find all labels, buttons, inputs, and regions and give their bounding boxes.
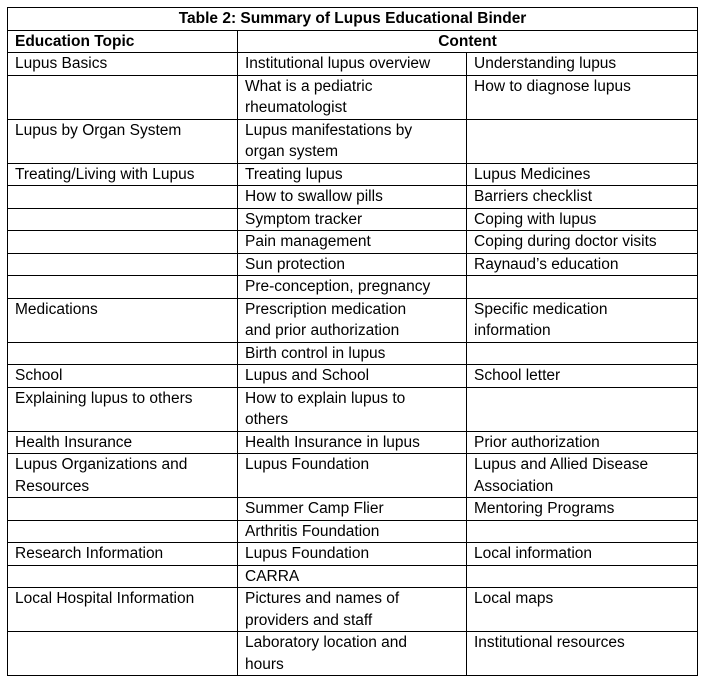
content-cell-1 (238, 75, 467, 119)
table-row (8, 276, 698, 299)
content-cell-2 (467, 208, 698, 231)
content-cell-2 (467, 588, 698, 632)
cell-text-line: Sun protection (245, 255, 345, 273)
table-row (8, 365, 698, 388)
table-row (8, 543, 698, 566)
content-cell-1 (238, 298, 467, 342)
content-cell-1 (238, 454, 467, 498)
cell-text-line: information (474, 322, 551, 339)
header-content: Content (238, 30, 698, 53)
topic-cell (8, 342, 238, 365)
cell-text-line: Lupus and Allied Disease (474, 456, 649, 473)
cell-text-line: Health Insurance in lupus (245, 433, 420, 451)
cell-text-line: Pictures and names of (245, 590, 400, 607)
cell-text-line: Institutional lupus overview (245, 55, 431, 72)
cell-text-line: Mentoring Programs (474, 500, 615, 517)
content-cell-2 (467, 186, 698, 209)
cell-text-line: Resources (15, 477, 90, 495)
header-education-topic: Education Topic (8, 30, 238, 53)
content-cell-1 (238, 632, 467, 676)
table-row (8, 498, 698, 521)
content-cell-1 (238, 565, 467, 588)
content-cell-2 (467, 365, 698, 388)
content-cell-1 (238, 365, 467, 388)
topic-cell (8, 365, 238, 388)
content-cell-2 (467, 498, 698, 521)
content-cell-1 (238, 119, 467, 163)
cell-text-line: Medications (15, 300, 98, 318)
cell-text-line: Birth control in lupus (245, 344, 386, 362)
cell-text-line: School letter (474, 367, 561, 384)
content-cell-2 (467, 163, 698, 186)
content-cell-1 (238, 431, 467, 454)
cell-text-line: CARRA (245, 567, 300, 585)
content-cell-1 (238, 387, 467, 431)
table-row (8, 208, 698, 231)
title-row (8, 8, 698, 31)
content-cell-1 (238, 253, 467, 276)
cell-text-line: What is a pediatric (245, 77, 373, 95)
content-cell-2 (467, 454, 698, 498)
table-row (8, 632, 698, 676)
content-cell-2 (467, 253, 698, 276)
content-cell-1 (238, 520, 467, 543)
topic-cell (8, 454, 238, 498)
topic-cell (8, 298, 238, 342)
content-cell-2 (467, 520, 698, 543)
cell-text-line: Institutional resources (474, 634, 625, 651)
cell-text-line: Local maps (474, 590, 554, 607)
table-row (8, 75, 698, 119)
topic-cell (8, 543, 238, 566)
cell-text-line: hours (245, 655, 284, 673)
cell-text-line: others (245, 411, 289, 428)
content-cell-2 (467, 543, 698, 566)
cell-text-line: Symptom tracker (245, 210, 363, 228)
cell-text-line: How to diagnose lupus (474, 77, 631, 95)
cell-text-line: Research Information (15, 545, 164, 562)
table-row (8, 53, 698, 76)
table-title: Table 2: Summary of Lupus Educational Binder (8, 8, 698, 31)
table-body (8, 53, 698, 676)
table-row (8, 119, 698, 163)
cell-text-line: Summer Camp Flier (245, 500, 384, 517)
table-row (8, 298, 698, 342)
cell-text-line: Barriers checklist (474, 188, 592, 205)
content-cell-2 (467, 75, 698, 119)
topic-cell (8, 387, 238, 431)
table-row (8, 454, 698, 498)
topic-cell (8, 231, 238, 254)
cell-text-line: organ system (245, 143, 339, 160)
cell-text-line: Lupus by Organ System (15, 121, 182, 139)
cell-text-line: Local Hospital Information (15, 590, 195, 607)
cell-text-line: Raynaud’s education (474, 255, 619, 273)
cell-text-line: Local information (474, 545, 593, 562)
cell-text-line: Lupus Medicines (474, 165, 591, 183)
content-cell-1 (238, 498, 467, 521)
content-cell-2 (467, 119, 698, 163)
cell-text-line: How to swallow pills (245, 188, 383, 205)
topic-cell (8, 520, 238, 543)
table-row (8, 231, 698, 254)
table-row (8, 387, 698, 431)
cell-text-line: Pain management (245, 233, 371, 250)
cell-text-line: Pre-conception, pregnancy (245, 278, 431, 295)
content-cell-1 (238, 342, 467, 365)
cell-text-line: Laboratory location and (245, 634, 408, 651)
topic-cell (8, 565, 238, 588)
content-cell-1 (238, 186, 467, 209)
content-cell-2 (467, 298, 698, 342)
cell-text-line: Treating/Living with Lupus (15, 165, 195, 183)
cell-text-line: Coping during doctor visits (474, 233, 657, 250)
content-cell-2 (467, 342, 698, 365)
table-row (8, 186, 698, 209)
table-row (8, 431, 698, 454)
header-row (8, 30, 698, 53)
content-cell-1 (238, 276, 467, 299)
table-row (8, 253, 698, 276)
content-cell-1 (238, 208, 467, 231)
cell-text-line: School (15, 367, 63, 384)
content-cell-2 (467, 53, 698, 76)
cell-text-line: Coping with lupus (474, 210, 597, 228)
topic-cell (8, 186, 238, 209)
table-row (8, 342, 698, 365)
cell-text-line: providers and staff (245, 611, 373, 629)
content-cell-1 (238, 231, 467, 254)
cell-text-line: and prior authorization (245, 322, 400, 339)
content-cell-2 (467, 632, 698, 676)
topic-cell (8, 119, 238, 163)
cell-text-line: Specific medication (474, 300, 608, 318)
table-row (8, 163, 698, 186)
cell-text-line: Arthritis Foundation (245, 522, 380, 540)
cell-text-line: Lupus Foundation (245, 545, 370, 562)
cell-text-line: Explaining lupus to others (15, 389, 193, 407)
topic-cell (8, 498, 238, 521)
topic-cell (8, 276, 238, 299)
content-cell-2 (467, 565, 698, 588)
content-cell-1 (238, 163, 467, 186)
content-cell-2 (467, 276, 698, 299)
cell-text-line: Lupus Foundation (245, 456, 370, 473)
cell-text-line: Understanding lupus (474, 55, 617, 72)
cell-text-line: Health Insurance (15, 433, 133, 451)
cell-text-line: rheumatologist (245, 99, 347, 116)
topic-cell (8, 208, 238, 231)
topic-cell (8, 53, 238, 76)
topic-cell (8, 431, 238, 454)
cell-text-line: Prescription medication (245, 300, 407, 318)
topic-cell (8, 632, 238, 676)
content-cell-2 (467, 431, 698, 454)
table-row (8, 565, 698, 588)
cell-text-line: Association (474, 477, 554, 495)
cell-text-line: Lupus and School (245, 367, 370, 384)
table-row (8, 520, 698, 543)
cell-text-line: Lupus Organizations and (15, 456, 188, 473)
table-row (8, 588, 698, 632)
topic-cell (8, 75, 238, 119)
cell-text-line: Lupus Basics (15, 55, 108, 72)
lupus-binder-summary-table (7, 7, 698, 676)
content-cell-2 (467, 387, 698, 431)
content-cell-1 (238, 53, 467, 76)
cell-text-line: Treating lupus (245, 165, 343, 183)
topic-cell (8, 163, 238, 186)
cell-text-line: Prior authorization (474, 433, 600, 451)
topic-cell (8, 588, 238, 632)
cell-text-line: How to explain lupus to (245, 389, 406, 407)
content-cell-1 (238, 588, 467, 632)
content-cell-1 (238, 543, 467, 566)
cell-text-line: Lupus manifestations by (245, 121, 413, 139)
topic-cell (8, 253, 238, 276)
content-cell-2 (467, 231, 698, 254)
